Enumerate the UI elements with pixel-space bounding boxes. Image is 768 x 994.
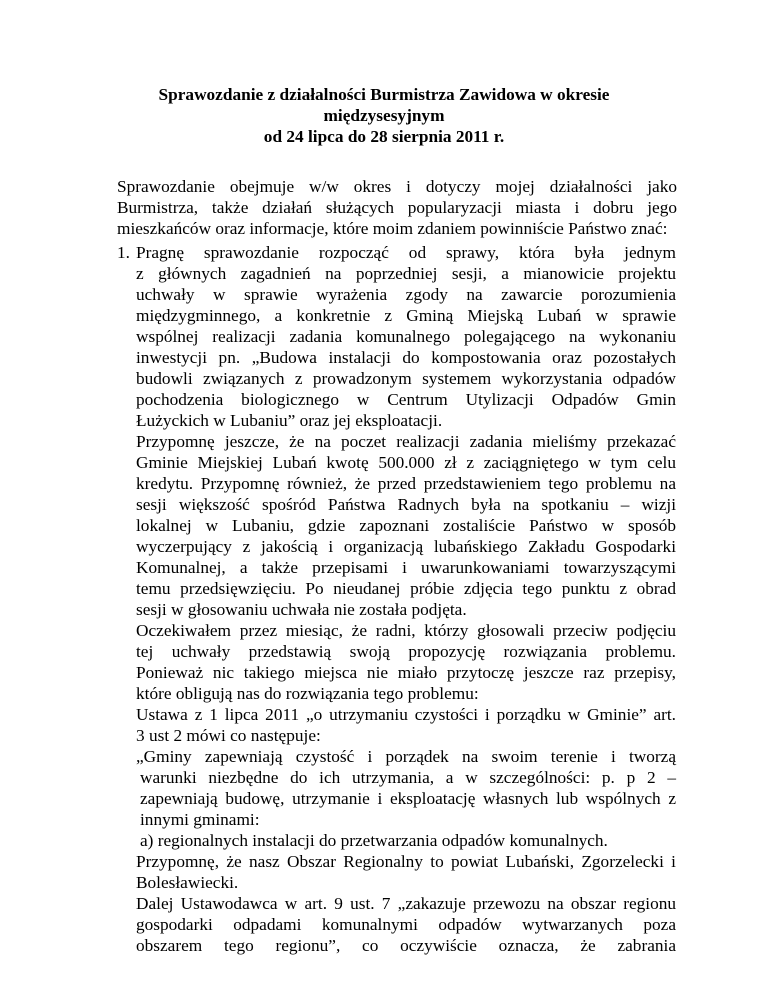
item-line: Przypomnę jeszcze, że na poczet realizacji zadania mieliśmy przekazać xyxy=(136,432,676,451)
item-line: Komunalnej, a także przepisami i uwarunkowaniami towarzyszącymi xyxy=(136,558,676,577)
quote-line: „Gminy zapewniają czystość i porządek na swoim terenie i tworzą xyxy=(136,747,676,766)
item-line: 3 ust 2 mówi co następuje: xyxy=(136,726,321,745)
quote-line: a) regionalnych instalacji do przetwarzania odpadów komunalnych. xyxy=(140,831,608,850)
list-item xyxy=(136,242,676,956)
item-line: Gminie Miejskiej Lubań kwotę 500.000 zł z zaciągniętego w tym celu xyxy=(136,453,676,472)
item-line: Łużyckich w Lubaniu” oraz jej eksploatacji. xyxy=(136,411,443,430)
item-line: wyczerpujący z jakością i organizacją lubańskiego Zakładu Gospodarki xyxy=(136,537,676,556)
item-line: temu przedsięwzięciu. Po nieudanej próbie zdjęcia tego punktu z obrad xyxy=(136,579,676,598)
item-line: Ustawa z 1 lipca 2011 „o utrzymaniu czystości i porządku w Gminie” art. xyxy=(136,705,676,724)
title-line-2: międzysesyjnym xyxy=(323,106,445,125)
intro-line: Burmistrza, także działań służących popularyzacji miasta i dobru jego xyxy=(117,198,677,217)
item-line: inwestycji pn. „Budowa instalacji do kompostowania oraz pozostałych xyxy=(136,348,676,367)
intro-line: Sprawozdanie obejmuje w/w okres i dotyczy mojej działalności jako xyxy=(117,177,677,196)
item-line: gospodarki odpadami komunalnymi odpadów wytwarzanych poza xyxy=(136,915,676,934)
item-line: kredytu. Przypomnę również, że przed przedstawieniem tego problemu na xyxy=(136,474,676,493)
quote-line: zapewniają budowę, utrzymanie i eksploatację własnych lub wspólnych z xyxy=(140,789,676,808)
item-line: obszarem tego regionu”, co oczywiście oznacza, że zabrania xyxy=(136,936,676,955)
title-line-3: od 24 lipca do 28 sierpnia 2011 r. xyxy=(263,127,505,146)
item-line: z głównych zagadnień na poprzedniej sesji, a mianowicie projektu xyxy=(136,264,676,283)
item-line: Przypomnę, że nasz Obszar Regionalny to powiat Lubański, Zgorzelecki i xyxy=(136,852,676,871)
item-line: wspólnej realizacji zadania komunalnego polegającego na wykonaniu xyxy=(136,327,676,346)
item-line: Bolesławiecki. xyxy=(136,873,239,892)
item-line: międzygminnego, a konkretnie z Gminą Miejską Lubań w sprawie xyxy=(136,306,676,325)
item-line: Oczekiwałem przez miesiąc, że radni, którzy głosowali przeciw podjęciu xyxy=(136,621,676,640)
title-line-1: Sprawozdanie z działalności Burmistrza Zawidowa w okresie xyxy=(158,85,610,104)
item-line: Pragnę sprawozdanie rozpocząć od sprawy, która była jednym xyxy=(136,243,676,262)
item-line: Dalej Ustawodawca w art. 9 ust. 7 „zakazuje przewozu na obszar regionu xyxy=(136,894,676,913)
quote-line: warunki niezbędne do ich utrzymania, a w szczególności: p. p 2 – xyxy=(140,768,676,787)
intro-line: mieszkańców oraz informacje, które moim zdaniem powinniście Państwo znać: xyxy=(117,219,668,238)
intro-paragraph xyxy=(117,176,677,239)
item-line: sesji większość spośród Państwa Radnych była na spotkaniu – wizji xyxy=(136,495,676,514)
item-line: Ponieważ nic takiego miejsca nie miało przytoczę jeszcze raz przepisy, xyxy=(136,663,676,682)
quote-line: innymi gminami: xyxy=(140,810,260,829)
item-line: które obligują nas do rozwiązania tego problemu: xyxy=(136,684,479,703)
item-line: lokalnej w Lubaniu, gdzie zapoznani zostaliście Państwo w sposób xyxy=(136,516,676,535)
item-line: budowli związanych z prowadzonym systemem wykorzystania odpadów xyxy=(136,369,676,388)
list-number: 1. xyxy=(117,243,130,262)
item-line: uchwały w sprawie wyrażenia zgody na zawarcie porozumienia xyxy=(136,285,676,304)
item-line: sesji w głosowaniu uchwała nie została podjęta. xyxy=(136,600,467,619)
item-line: pochodzenia biologicznego w Centrum Utylizacji Odpadów Gmin xyxy=(136,390,676,409)
item-line: tej uchwały przedstawią swoją propozycję rozwiązania problemu. xyxy=(136,642,676,661)
page-title xyxy=(110,84,658,147)
